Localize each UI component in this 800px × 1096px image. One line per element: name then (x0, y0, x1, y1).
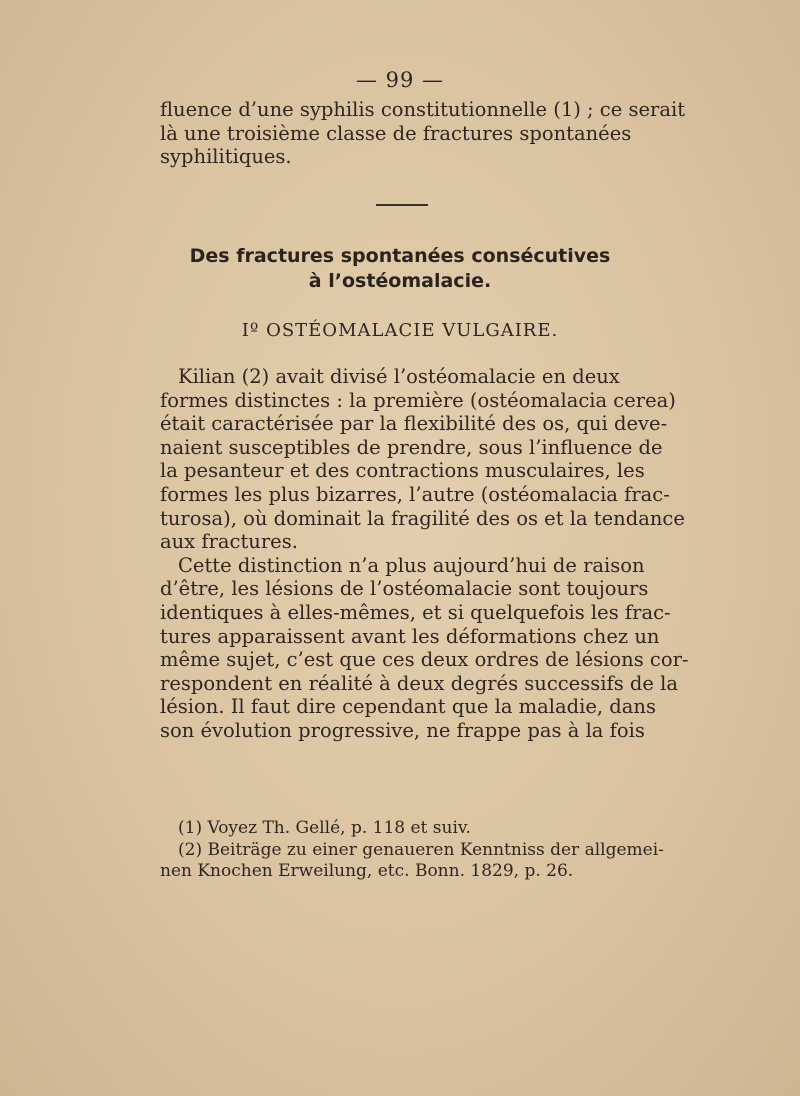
text-line: son évolution progressive, ne frappe pas à la fois (160, 718, 645, 742)
text-line: d’être, les lésions de l’ostéomalacie sont toujours (160, 577, 649, 601)
text-line: turosa), où dominait la fragilité des os et la tendance (160, 506, 685, 530)
text-line: là une troisième classe de fractures spontanées (160, 121, 632, 145)
text-line: identiques à elles-mêmes, et si quelquefois les frac- (160, 600, 671, 624)
text-line: Cette distinction n’a plus aujourd’hui de raison (178, 553, 645, 577)
body-paragraphs (160, 365, 689, 743)
footnote: (2) Beiträge zu einer genaueren Kenntniss der allgemei- (178, 839, 664, 860)
text-line: naient susceptibles de prendre, sous l’influence de (160, 435, 663, 459)
section-title-line-1: Des fractures spontanées consécutives (189, 245, 611, 267)
text-line: formes les plus bizarres, l’autre (ostéomalacia frac- (160, 482, 670, 506)
text-line: était caractérisée par la flexibilité des os, qui deve- (160, 412, 668, 436)
subsection-title: Iº OSTÉOMALACIE VULGAIRE. (241, 320, 559, 341)
text-line: aux fractures. (160, 530, 298, 554)
text-line: la pesanteur et des contractions musculaires, les (160, 459, 645, 483)
footnote: (1) Voyez Th. Gellé, p. 118 et suiv. (178, 818, 471, 838)
intro-text (160, 98, 686, 169)
text-line: tures apparaissent avant les déformations chez un (160, 624, 660, 648)
text-line: syphilitiques. (160, 145, 292, 169)
text-line: même sujet, c’est que ces deux ordres de lésions cor- (160, 648, 689, 672)
text-line: lésion. Il faut dire cependant que la maladie, dans (160, 695, 656, 719)
text-line: fluence d’une syphilis constitutionnelle (1) ; ce serait (160, 98, 686, 121)
page-number: — 99 — (355, 68, 445, 92)
footnote-continuation: nen Knochen Erweilung, etc. Bonn. 1829, p. 26. (160, 861, 574, 881)
section-title-line-2: à l’ostéomalacie. (308, 270, 492, 292)
footnotes (160, 818, 664, 883)
text-line: Kilian (2) avait divisé l’ostéomalacie en deux (178, 365, 620, 388)
text-line: formes distinctes : la première (ostéomalacia cerea) (160, 388, 676, 412)
section-divider (376, 204, 428, 206)
text-line: respondent en réalité à deux degrés successifs de la (160, 671, 678, 695)
